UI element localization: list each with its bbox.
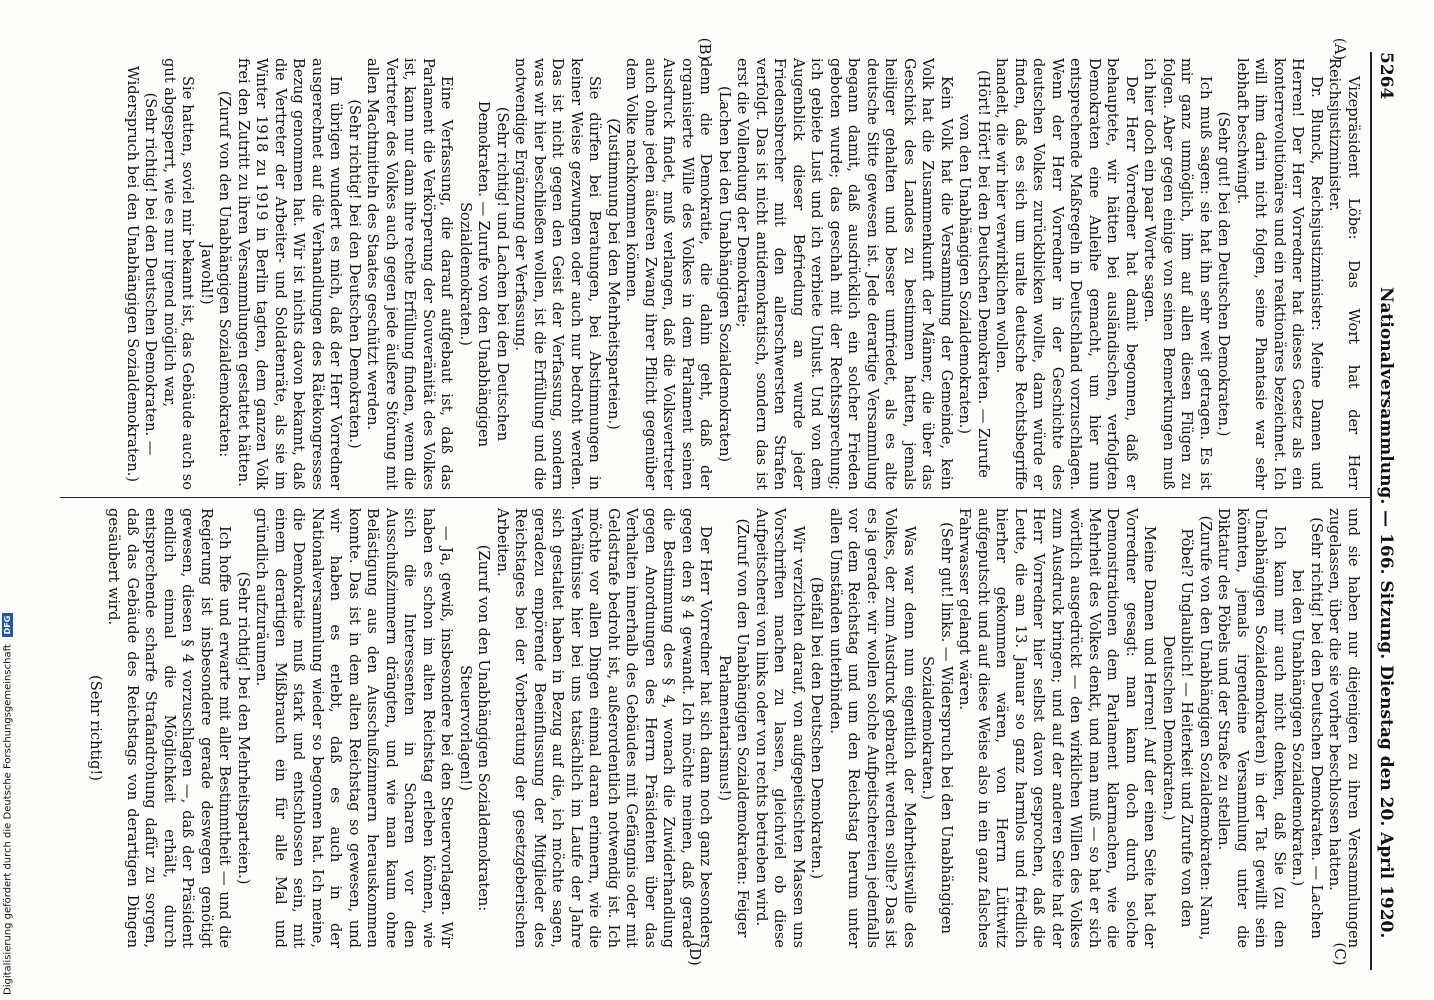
- digitization-note: [2, 5, 16, 995]
- interjection: (Zuruf von den Unabhängigen Sozialdemokraten: Feiger Parlamentarismus!): [716, 518, 752, 938]
- paragraph: Dr. Blunck, Reichsjustizminister: Meine Damen und Herren! Der Herr Vorredner hat dieses Gesetz als ein konterrevolutionäres und ein reaktionäres bezeichnet. Ich will ihm darin nicht folgen, seine Phantasie war sehr lebhaft beschwingt.: [1234, 58, 1325, 490]
- paragraph: Sie dürfen bei Beratungen, bei Abstimmungen in keiner Weise gezwungen oder auch nur bedroht werden. Das ist nicht gegen den Geist der Verfassung, sondern was wir hier beschließen wollen, ist die Erfüllung und die notwendige Ergänzung der Verfassung.: [512, 58, 604, 490]
- paragraph: Was war denn nun eigentlich der Mehrheitswille des Volkes, der zum Ausdruck gebracht werden sollte? Das ist es ja gerade: wir wollen solche Aufpeitschereien jedenfalls vor dem Reichstag und um den Reichstag herum unter allen Umständen unterbinden.: [827, 508, 918, 948]
- paragraph: — Ja, gewiß, insbesondere bei den Steuervorlagen. Wir haben es schon im alten Reichstag erleben können, wie sich die Interessenten in Scharen vor den Ausschußzimmern drängten, und wie man kaum ohne Belästigung aus den Ausschußzimmern herauskommen konnte. Das ist in dem alten Reichstag so gewesen, und wir haben es erlebt, daß es auch in der Nationalversammlung wieder so begonnen hat. Ich meine, die Demokratie muß stark und entschlossen sein, mit einem derartigen Mißbrauch ein für alle Mal und gründlich aufzuräumen.: [253, 508, 456, 948]
- margin-marker-d: (D): [686, 942, 704, 966]
- dfg-logo-icon: DFG: [2, 613, 13, 637]
- right-text-column: [62, 508, 1362, 948]
- interjection: (Sehr gut! bei den Deutschen Demokraten.): [1215, 111, 1233, 437]
- paragraph: Sie hatten, soviel mir bekannt ist, das Gebäude auch so gut abgesperrt, wie es nur irgend möglich war,: [161, 58, 197, 490]
- paragraph: Meine Damen und Herren! Auf der einen Seite hat der Vorredner gesagt: man kann doch durch solche Demonstrationen dem Parlament klarmachen, wie die Mehrheit des Volkes denkt, und man muß — so hat er sich wörtlich ausgedrückt — den wirklichen Willen des Volkes zum Ausdruck bringen; und auf der anderen Seite hat der Herr Vorredner hier selbst davon gesprochen, daß die Leute, die am 13. Januar so ganz harmlos und friedlich hierher gekommen wären, von Herrn Lüttwitz aufgeputscht und auf diese Weise also in ein ganz falsches Fahrwasser gelangt wären.: [956, 508, 1159, 948]
- column-divider: [60, 497, 1370, 498]
- paragraph: Im übrigen wundert es mich, daß der Herr Vorredner ausgerechnet auf die Verhandlungen des Rätekongresses Bezug genommen hat. Wir ist nichts davon bekannt, daß die Vertreter der Arbeiter- und Soldatenräte, als sie im Winter 1918 zu 1919 in Berlin tagten, dem ganzen Volk frei den Zutritt zu ihren Versammlungen gestattet hätten.: [235, 58, 345, 490]
- page-number: 5264: [1376, 52, 1396, 100]
- paragraph: Ich muß sagen: sie hat ihn sehr weit getragen. Es ist mir ganz unmöglich, ihm auf allen diesen Flügen zu folgen. Aber gegen einige von seinen Bemerkungen muß ich hier doch ein paar Worte sagen.: [1141, 58, 1214, 490]
- paragraph: Wir verzichten darauf, von aufgepeitschten Massen uns Vorschriften machen zu lassen, gleichviel ob diese Aufpeitscherei von links oder von rechts betrieben wird.: [753, 508, 807, 948]
- margin-marker-b: (B): [696, 37, 714, 61]
- interjection: (Sehr gut! links. — Widerspruch bei den Unabhängigen Sozialdemokraten.): [919, 522, 955, 934]
- paragraph: Ich kann mir auch nicht denken, daß Sie (zu den Unabhängigen Sozialdemokraten) in der Tat gewillt sein könnten, jemals irgendeine Versammlung unter die Diktatur des Pöbels und der Straße zu stellen.: [1215, 508, 1288, 948]
- running-header: [1370, 52, 1400, 992]
- left-text-column: [62, 58, 1362, 490]
- interjection: (Lachen bei den Unabhängigen Sozialdemokraten): [716, 85, 733, 463]
- header-rule: [1370, 52, 1372, 970]
- interjection: (Sehr richtig! und Lachen bei den Deutschen Demokraten. — Zurufe von den Unabhängigen Sozialdemokraten.): [457, 100, 511, 448]
- margin-marker-a: (A): [1331, 37, 1349, 61]
- interjection: (Hört! Hört! bei den Deutschen Demokraten. — Zurufe von den Unabhängigen Sozialdemokraten.): [956, 70, 992, 478]
- interjection: (Zuruf von den Unabhängigen Sozialdemokraten: Steuervorlagen!): [457, 544, 493, 912]
- interjection: (Zuruf von den Unabhängigen Sozialdemokraten: Jawohl!): [198, 90, 234, 458]
- paragraph: Ich hoffe und erwarte mit aller Bestimmtheit — und die Regierung ist insbesondere gerade deswegen genötigt gewesen, diesen § 4 vorzuschlagen —, daß der Präsident endlich einmal die Möglichkeit erhält, durch entsprechende scharfe Strafandrohung dafür zu sorgen, daß das Gebäude des Reichstags von derartigen Dingen gesäubert wird.: [105, 508, 234, 948]
- interjection: (Sehr richtig! bei den Mehrheitsparteien.): [235, 571, 252, 885]
- interjection: (Sehr richtig! bei den Deutschen Demokraten. — Lachen bei den Unabhängigen Sozialdemokraten.): [1289, 517, 1325, 939]
- interjection: (Sehr richtig! bei den Deutschen Demokraten. — Widerspruch bei den Unabhängigen Sozialdemokraten.): [124, 65, 160, 483]
- margin-marker-c: (C): [1331, 942, 1349, 966]
- interjection: (Sehr richtig!): [87, 675, 104, 781]
- interjection: (Zustimmung bei den Mehrheitsparteien.): [605, 118, 622, 430]
- paragraph: Der Herr Vorredner hat damit begonnen, daß er behauptete, wir hätten bei ausländischen, verfolgten Demokraten eine Anleihe gemacht, um hier nun entsprechende Maßregeln in Deutschland vorzuschlagen. Wenn der Herr Vorredner in der Geschichte des deutschen Volkes zurückblicken wollte, dann würde er finden, daß es sich um uralte deutsche Rechtsbegriffe handelt, die wir hier verwirklichen wollen.: [993, 58, 1140, 490]
- paragraph: Der Herr Vorredner hat sich dann noch ganz besonders gegen den § 4 gewandt. Ich möchte meinen, daß gerade die Bestimmung des § 4, wonach die Zuwiderhandlung gegen Anordnungen des Herrn Präsidenten über das Verhalten innerhalb des Gebäudes mit Gefängnis oder mit Geldstrafe bedroht ist, außerordentlich notwendig ist. Ich möchte vor allen Dingen einmal daran erinnern, wie die Verhältnisse hier bei uns tatsächlich im Laufe der Jahre sich gestaltet haben in Bezug auf die, ich möchte sagen, geradezu empörende Beeinflussung der Mitglieder des Reichstages bei der Vorberatung der gesetzgeberischen Arbeiten.: [494, 508, 715, 948]
- interjection: (Zurufe von den Unabhängigen Sozialdemokraten: Nanu, Pöbel? Unglaublich! — Heiterkeit und Zurufe von den Deutschen Demokraten.): [1160, 515, 1214, 941]
- paragraph: und sie haben nur diejenigen zu ihren Versammlungen zugelassen, über die sie vorher beschlossen hatten.: [1326, 508, 1362, 948]
- paragraph: Eine Verfassung, die darauf aufgebaut ist, daß das Parlament die Verkörperung der Souveränität des Volkes ist, kann nur dann ihre rechte Erfüllung finden, wenn die Vertreter des Volkes auch gegen jede äußere Störung mit allen Machtmitteln des Staates geschützt werden.: [364, 58, 456, 490]
- paragraph: denn die Demokratie, die dahin geht, daß der organisierte Wille des Volkes in dem Parlament seinen Ausdruck findet, muß verlangen, daß die Volksvertreter auch ohne jeden äußeren Zwang ihrer Pflicht gegenüber dem Volke nachkommen können.: [623, 58, 715, 490]
- paragraph: Kein Volk hat die Versammlung der Gemeinde, kein Volk hat die Zusammenkunft der Männer, die über das Geschick des Landes zu bestimmen hatten, jemals heiliger gehalten und besser umfriedet, als es alte deutsche Sitte gewesen ist. Jede derartige Versammlung begann damit, daß ausdrücklich ein solcher Frieden geboten wurde; das geschah mit der Rechtssprechung; ich gebiete Lust und ich verbiete Unlust. Und von dem Augenblick dieser Befriedung an wurde jeder Friedensbrecher mit den allerschwersten Strafen verfolgt. Das ist nicht antidemokratisch, sondern das ist erst die Vollendung der Demokratie;: [734, 58, 955, 490]
- digitization-note-text: Digitalisierung gefördert durch die Deutsche Forschungsgemeinschaft: [2, 644, 14, 995]
- paragraph: Vizepräsident Löbe: Das Wort hat der Herr Reichsjustizminister.: [1326, 58, 1362, 490]
- header-title: Nationalversammlung. — 166. Sitzung. Dienstag den 20. April 1920.: [1376, 287, 1396, 939]
- interjection: (Sehr richtig! bei den Deutschen Demokraten.): [346, 99, 363, 449]
- interjection: (Beifall bei den Deutschen Demokraten.): [808, 576, 826, 880]
